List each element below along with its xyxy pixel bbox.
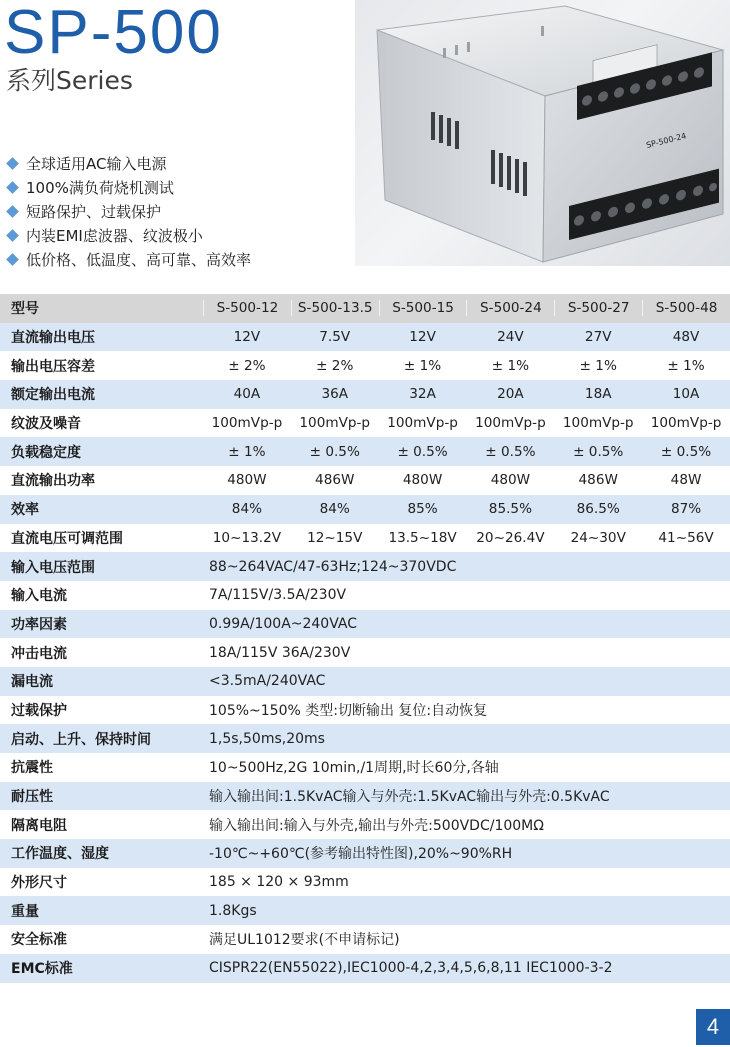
row-label: 过载保护 [11, 702, 67, 719]
diamond-bullet-icon [6, 158, 19, 171]
row-label: 额定输出电流 [11, 387, 95, 404]
table-cell: 100mVp-p [211, 415, 283, 432]
table-cell: 12V [409, 329, 436, 346]
table-row [0, 323, 730, 352]
table-cell: 486W [315, 472, 355, 489]
table-row [0, 581, 730, 610]
table-cell: 48W [670, 472, 702, 489]
table-row [0, 868, 730, 897]
feature-text: 内装EMI虑波器、纹波极小 [26, 226, 203, 245]
model-header-cell: S-500-48 [642, 300, 730, 316]
table-cell: 84% [231, 501, 263, 518]
spanning-value: 105%~150% 类型:切断输出 复位:自动恢复 [209, 702, 488, 719]
table-row [0, 696, 730, 725]
table-cell: 24~30V [570, 529, 626, 546]
feature-item [6, 152, 251, 176]
table-row [0, 495, 730, 524]
row-label: 型号 [11, 301, 39, 318]
table-cell: 36A [321, 386, 349, 403]
table-cell: ± 1% [491, 357, 530, 374]
page-number: 4 [696, 1009, 730, 1045]
feature-text: 短路保护、过载保护 [26, 202, 162, 221]
table-cell: 32A [409, 386, 436, 403]
table-cell: 24V [497, 329, 524, 346]
row-label: 直流输出功率 [11, 473, 95, 490]
table-header-row [0, 294, 730, 323]
diamond-bullet-icon [6, 229, 19, 242]
table-row [0, 896, 730, 925]
table-cell: ± 1% [228, 443, 266, 460]
table-cell: ± 0.5% [485, 443, 536, 460]
table-cell: ± 2% [316, 357, 354, 374]
model-header-cell: S-500-27 [554, 300, 642, 316]
spanning-value: CISPR22(EN55022),IEC1000-4,2,3,4,5,6,8,11 IEC1000-3-2 [209, 960, 613, 977]
table-cell: 480W [490, 472, 531, 489]
row-label: 启动、上升、保持时间 [11, 731, 151, 748]
row-label: 冲击电流 [11, 645, 67, 662]
diamond-bullet-icon [6, 205, 19, 218]
table-cell: 10A [672, 386, 700, 403]
table-row [0, 925, 730, 954]
table-cell: 12~15V [307, 529, 363, 546]
spec-table [0, 294, 730, 983]
table-cell: 10~13.2V [212, 529, 282, 546]
table-cell: 100mVp-p [387, 415, 458, 432]
spanning-value: 10~500Hz,2G 10min,/1周期,时长60分,各轴 [209, 760, 499, 777]
row-label: 重量 [11, 903, 39, 920]
row-label: 输入电流 [11, 588, 67, 605]
row-label: 外形尺寸 [11, 875, 67, 892]
spanning-value: 1.8Kgs [209, 902, 257, 919]
table-row [0, 524, 730, 553]
power-supply-illustration [355, 0, 730, 266]
row-label: 漏电流 [11, 674, 53, 691]
table-cell: ± 0.5% [660, 443, 712, 460]
table-cell: 87% [670, 501, 702, 518]
table-cell: 85% [407, 501, 438, 518]
row-label: 效率 [11, 502, 39, 519]
row-label: 工作温度、湿度 [11, 846, 109, 863]
model-header-cell: S-500-15 [379, 300, 467, 316]
feature-text: 100%满负荷烧机测试 [26, 179, 174, 198]
feature-text: 全球适用AC输入电源 [26, 155, 167, 174]
table-cell: ± 0.5% [397, 443, 448, 460]
table-cell: ± 0.5% [573, 443, 624, 460]
row-label: 输出电压容差 [11, 358, 95, 375]
table-row [0, 810, 730, 839]
table-cell: 20~26.4V [476, 529, 545, 546]
table-cell: ± 2% [228, 357, 266, 374]
table-row [0, 351, 730, 380]
table-cell: 100mVp-p [650, 415, 722, 432]
series-subtitle: 系列Series [6, 66, 133, 95]
table-cell: 20A [497, 386, 524, 403]
table-cell: ± 1% [667, 357, 705, 374]
spanning-value: -10℃~+60℃(参考输出特性图),20%~90%RH [209, 846, 513, 863]
row-label: 直流输出电压 [11, 330, 95, 347]
table-cell: 13.5~18V [388, 529, 457, 546]
table-cell: 18A [584, 386, 612, 403]
table-row [0, 782, 730, 811]
table-cell: 100mVp-p [562, 415, 634, 432]
table-row [0, 667, 730, 696]
model-header-cell: S-500-24 [466, 300, 554, 316]
diamond-bullet-icon [6, 181, 19, 194]
feature-item [6, 223, 251, 247]
spanning-value: 185 × 120 × 93mm [209, 874, 349, 891]
table-cell: ± 1% [579, 357, 617, 374]
model-header-cell: S-500-13.5 [291, 300, 379, 316]
model-header-cell: S-500-12 [203, 300, 291, 316]
table-cell: ± 0.5% [309, 443, 360, 460]
spanning-value: <3.5mA/240VAC [209, 673, 326, 690]
spanning-value: 1,5s,50ms,20ms [209, 730, 325, 747]
table-cell: 100mVp-p [299, 415, 371, 432]
table-cell: 480W [402, 472, 443, 489]
product-photo [355, 0, 730, 266]
table-row [0, 466, 730, 495]
table-cell: 480W [227, 472, 267, 489]
table-cell: 7.5V [319, 329, 351, 346]
table-row [0, 552, 730, 581]
row-label: 安全标准 [11, 932, 67, 949]
feature-item [6, 200, 251, 224]
row-label: 直流电压可调范围 [11, 530, 123, 547]
table-row [0, 638, 730, 667]
spanning-value: 7A/115V/3.5A/230V [209, 587, 347, 604]
table-cell: 84% [319, 501, 350, 518]
spanning-value: 满足UL1012要求(不申请标记) [209, 932, 400, 949]
spanning-value: 输入输出间:1.5KvAC输入与外壳:1.5KvAC输出与外壳:0.5KvAC [209, 789, 610, 806]
row-label: 输入电压范围 [11, 559, 95, 576]
feature-list [6, 152, 251, 271]
product-model-label: SP-500-24 [645, 131, 688, 150]
spanning-value: 88~264VAC/47-63Hz;124~370VDC [209, 558, 457, 575]
page-title: SP-500 [4, 0, 223, 67]
spanning-value: 输入输出间:输入与外壳,输出与外壳:500VDC/100MΩ [209, 817, 544, 834]
feature-text: 低价格、低温度、高可靠、高效率 [26, 250, 252, 269]
row-label: 耐压性 [11, 789, 53, 806]
table-cell: 86.5% [576, 501, 620, 518]
row-label: EMC标准 [11, 961, 73, 978]
table-cell: 48V [672, 329, 700, 346]
table-row [0, 409, 730, 438]
row-label: 抗震性 [11, 760, 53, 777]
row-label: 隔离电阻 [11, 817, 67, 834]
table-row [0, 839, 730, 868]
row-label: 功率因素 [11, 616, 67, 633]
row-label: 纹波及噪音 [11, 416, 81, 433]
table-row [0, 380, 730, 409]
feature-item [6, 176, 251, 200]
table-cell: 27V [584, 329, 612, 346]
table-row [0, 753, 730, 782]
table-row [0, 437, 730, 466]
spanning-value: 0.99A/100A~240VAC [209, 615, 358, 632]
table-cell: 41~56V [658, 529, 714, 546]
diamond-bullet-icon [6, 253, 19, 266]
table-cell: 85.5% [488, 501, 532, 518]
table-row [0, 954, 730, 983]
table-row [0, 610, 730, 639]
table-cell: 100mVp-p [475, 415, 546, 432]
table-cell: 486W [578, 472, 618, 489]
table-row [0, 724, 730, 753]
feature-item [6, 247, 251, 271]
spanning-value: 18A/115V 36A/230V [209, 644, 351, 661]
table-cell: ± 1% [403, 357, 442, 374]
table-cell: 40A [233, 386, 261, 403]
row-label: 负载稳定度 [11, 444, 81, 461]
table-cell: 12V [233, 329, 261, 346]
